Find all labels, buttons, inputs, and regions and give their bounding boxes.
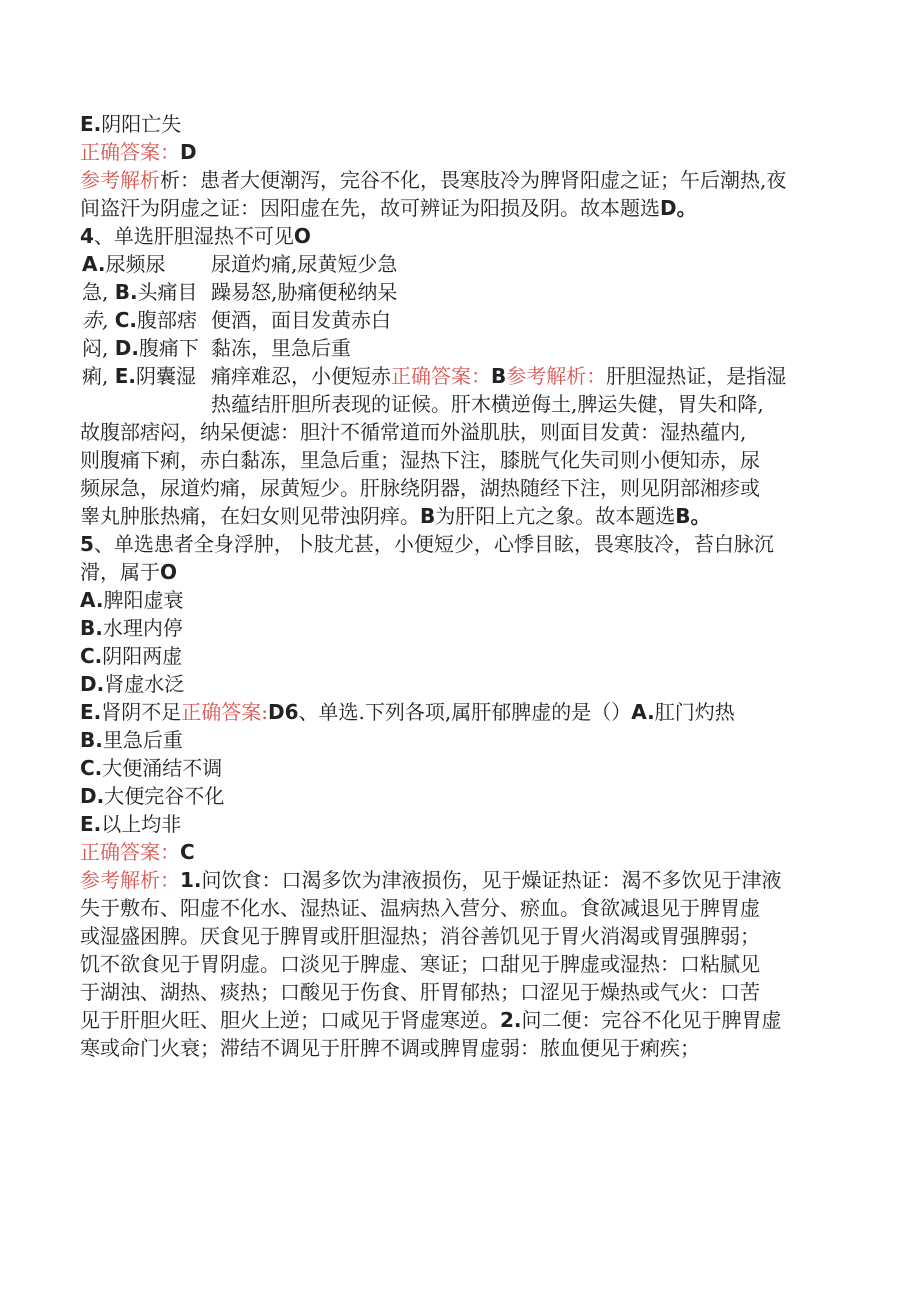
q4-right-line-1: 尿道灼痛,尿黄短少急 bbox=[211, 252, 398, 276]
option-text: 肾阴不足 bbox=[101, 700, 182, 724]
q4-option-d bbox=[82, 334, 199, 362]
option-text: 大便涌结不调 bbox=[102, 756, 223, 780]
option-letter: B. bbox=[80, 728, 103, 752]
option-letter: D. bbox=[80, 672, 105, 696]
option-letter: A. bbox=[82, 252, 106, 276]
q6-answer bbox=[80, 838, 195, 866]
answer-value: C bbox=[180, 840, 195, 864]
analysis-answer: D。 bbox=[660, 196, 697, 220]
answer-label: 正确答案： bbox=[80, 140, 180, 164]
option-text: 痛痒难忍，小便短赤 bbox=[211, 364, 391, 388]
option-text: 腹部痞 bbox=[137, 308, 197, 332]
analysis-text: 为肝阳上亢之象。故本题选 bbox=[435, 504, 676, 528]
option-text: 大便完谷不化 bbox=[104, 784, 225, 808]
option-text: 阴阳亡失 bbox=[101, 112, 182, 136]
q4-right-line-3: 便酒，面目发黄赤白 bbox=[211, 308, 391, 332]
q5-option-c bbox=[80, 642, 182, 670]
q5-stem-line-2 bbox=[80, 558, 177, 586]
q5-option-b bbox=[80, 614, 183, 642]
option-prefix: 痢, bbox=[82, 364, 115, 388]
option-text: 阴阳两虚 bbox=[102, 644, 183, 668]
answer-label: 正确答案： bbox=[80, 840, 180, 864]
q4-right-line-4: 黏冻，里急后重 bbox=[211, 336, 351, 360]
q5-stem-line-1 bbox=[80, 530, 774, 558]
question-number: 5 bbox=[80, 532, 94, 556]
option-prefix: 急, bbox=[82, 280, 115, 304]
analysis-answer: B bbox=[420, 504, 436, 528]
q4-analysis-line-2: 热蕴结肝胆所表现的证候。肝木横逆侮土,脾运失健，胃失和降, bbox=[211, 392, 764, 416]
analysis-text: 问饮食：口渴多饮为津液损伤，见于燥证热证：渴不多饮见于津液 bbox=[201, 868, 782, 892]
q3-option-e bbox=[80, 110, 181, 138]
q4-option-b bbox=[82, 278, 198, 306]
option-letter: A. bbox=[631, 700, 655, 724]
option-letter: E. bbox=[80, 812, 102, 836]
analysis-text: 析：患者大便潮泻，完谷不化，畏寒肢冷为脾肾阳虚之证；午后潮热,夜 bbox=[160, 168, 787, 192]
option-prefix: 赤, bbox=[82, 308, 115, 332]
q4-analysis-line-4: 则腹痛下痢，赤白黏冻，里急后重；湿热下注，膝胱气化失司则小便知赤，尿 bbox=[80, 448, 760, 472]
option-letter: D. bbox=[80, 784, 105, 808]
option-text: 腹痛下 bbox=[138, 336, 199, 360]
q6-analysis-line-7: 寒或命门火衰；滞结不调见于肝脾不调或脾胃虚弱：脓血便见于痢疾； bbox=[80, 1036, 700, 1060]
q6-analysis-line-1 bbox=[80, 866, 782, 894]
q4-option-e bbox=[82, 362, 196, 390]
q4-stem bbox=[80, 222, 311, 250]
q6-option-d bbox=[80, 782, 224, 810]
analysis-number: 2. bbox=[500, 1008, 522, 1032]
analysis-text: 肝胆湿热证，是指湿 bbox=[606, 364, 787, 388]
q6-analysis-line-2: 失于敷布、阳虚不化水、湿热证、温病热入营分、瘀血。食欲减退见于脾胃虚 bbox=[80, 896, 760, 920]
answer-label: 正确答案: bbox=[181, 700, 269, 724]
option-letter: E. bbox=[80, 700, 102, 724]
option-text: 肾虚水泛 bbox=[104, 672, 185, 696]
question-stem: 、单选肝胆湿热不可见 bbox=[93, 224, 294, 248]
analysis-label: 参考解析： bbox=[506, 364, 607, 388]
q6-analysis-line-4: 饥不欲食见于胃阴虚。口淡见于脾虚、寒证；口甜见于脾虚或湿热：口粘腻见 bbox=[80, 952, 760, 976]
option-letter: E. bbox=[114, 364, 136, 388]
answer-value: D bbox=[180, 140, 197, 164]
question-stem-end: O bbox=[293, 224, 311, 248]
option-letter: C. bbox=[80, 756, 103, 780]
q6-option-b bbox=[80, 726, 183, 754]
option-text: 脾阳虚衰 bbox=[103, 588, 184, 612]
option-letter: C. bbox=[80, 644, 103, 668]
option-text: 以上均非 bbox=[101, 812, 182, 836]
option-text: 肛门灼热 bbox=[654, 700, 735, 724]
option-prefix: 闷, bbox=[82, 336, 115, 360]
q3-analysis-line-1 bbox=[80, 166, 786, 194]
analysis-label: 参考解析： bbox=[80, 868, 180, 892]
q4-option-c bbox=[82, 306, 197, 334]
option-letter: B. bbox=[80, 616, 103, 640]
q4-answer-analysis-line bbox=[211, 362, 786, 390]
analysis-text: 见于肝胆火旺、胆火上逆；口咸见于肾虚寒逆。 bbox=[80, 1008, 500, 1032]
question-stem: 、单选患者全身浮肿，卜肢尤甚，小便短少，心悸目眩，畏寒肢冷，苔白脉沉 bbox=[93, 532, 774, 556]
q3-answer bbox=[80, 138, 197, 166]
question-number: 4 bbox=[80, 224, 94, 248]
option-letter: D. bbox=[114, 336, 139, 360]
option-text: 尿频尿 bbox=[105, 252, 166, 276]
question-stem: 滑，属于 bbox=[80, 560, 160, 584]
q6-analysis-line-3: 或湿盛困脾。厌食见于脾胃或肝胆湿热；消谷善饥见于胃火消渴或胃强脾弱； bbox=[80, 924, 760, 948]
q4-analysis-line-3: 故腹部痞闷，纳呆便滤：胆汁不循常道而外溢肌肤，则面目发黄：湿热蕴内, bbox=[80, 420, 747, 444]
q5-option-a bbox=[80, 586, 183, 614]
option-letter: E. bbox=[80, 112, 102, 136]
question-stem-end: O bbox=[160, 560, 178, 584]
q6-analysis-line-5: 于湖浊、湖热、痰热；口酸见于伤食、肝胃郁热；口涩见于燥热或气火：口苦 bbox=[80, 980, 760, 1004]
q3-analysis-line-2 bbox=[80, 194, 697, 222]
q4-right-line-2: 躁易怒,胁痛便秘纳呆 bbox=[211, 280, 398, 304]
q4-option-a bbox=[82, 250, 165, 278]
answer-label: 正确答案： bbox=[391, 364, 491, 388]
option-letter: B. bbox=[114, 280, 138, 304]
option-letter: A. bbox=[80, 588, 104, 612]
question-stem: 、单选.下列各项,属肝郁脾虚的是（） bbox=[298, 700, 632, 724]
answer-value: D6 bbox=[268, 700, 299, 724]
q6-option-e bbox=[80, 810, 181, 838]
option-text: 里急后重 bbox=[102, 728, 183, 752]
answer-value: B bbox=[491, 364, 507, 388]
analysis-text: 睾丸肿胀热痛，在妇女则见带浊阴痒。 bbox=[80, 504, 420, 528]
option-letter: C. bbox=[114, 308, 137, 332]
q4-analysis-line-6 bbox=[80, 502, 711, 530]
option-text: 头痛目 bbox=[137, 280, 198, 304]
analysis-number: 1. bbox=[180, 868, 202, 892]
option-text: 水理内停 bbox=[102, 616, 183, 640]
q5-option-e-and-q6-stem bbox=[80, 698, 735, 726]
analysis-answer: B。 bbox=[675, 504, 711, 528]
analysis-text: 问二便：完谷不化见于脾胃虚 bbox=[521, 1008, 782, 1032]
q6-option-c bbox=[80, 754, 222, 782]
analysis-label: 参考解析 bbox=[80, 168, 160, 192]
q5-option-d bbox=[80, 670, 184, 698]
option-text: 阴囊湿 bbox=[135, 364, 196, 388]
q4-analysis-line-5: 频尿急，尿道灼痛，尿黄短少。肝脉绕阴器，湖热随经下注，则见阴部湘疹或 bbox=[80, 476, 760, 500]
analysis-text: 间盗汗为阴虚之证：因阳虚在先，故可辨证为阳损及阴。故本题选 bbox=[80, 196, 660, 220]
q6-analysis-line-6 bbox=[80, 1006, 782, 1034]
